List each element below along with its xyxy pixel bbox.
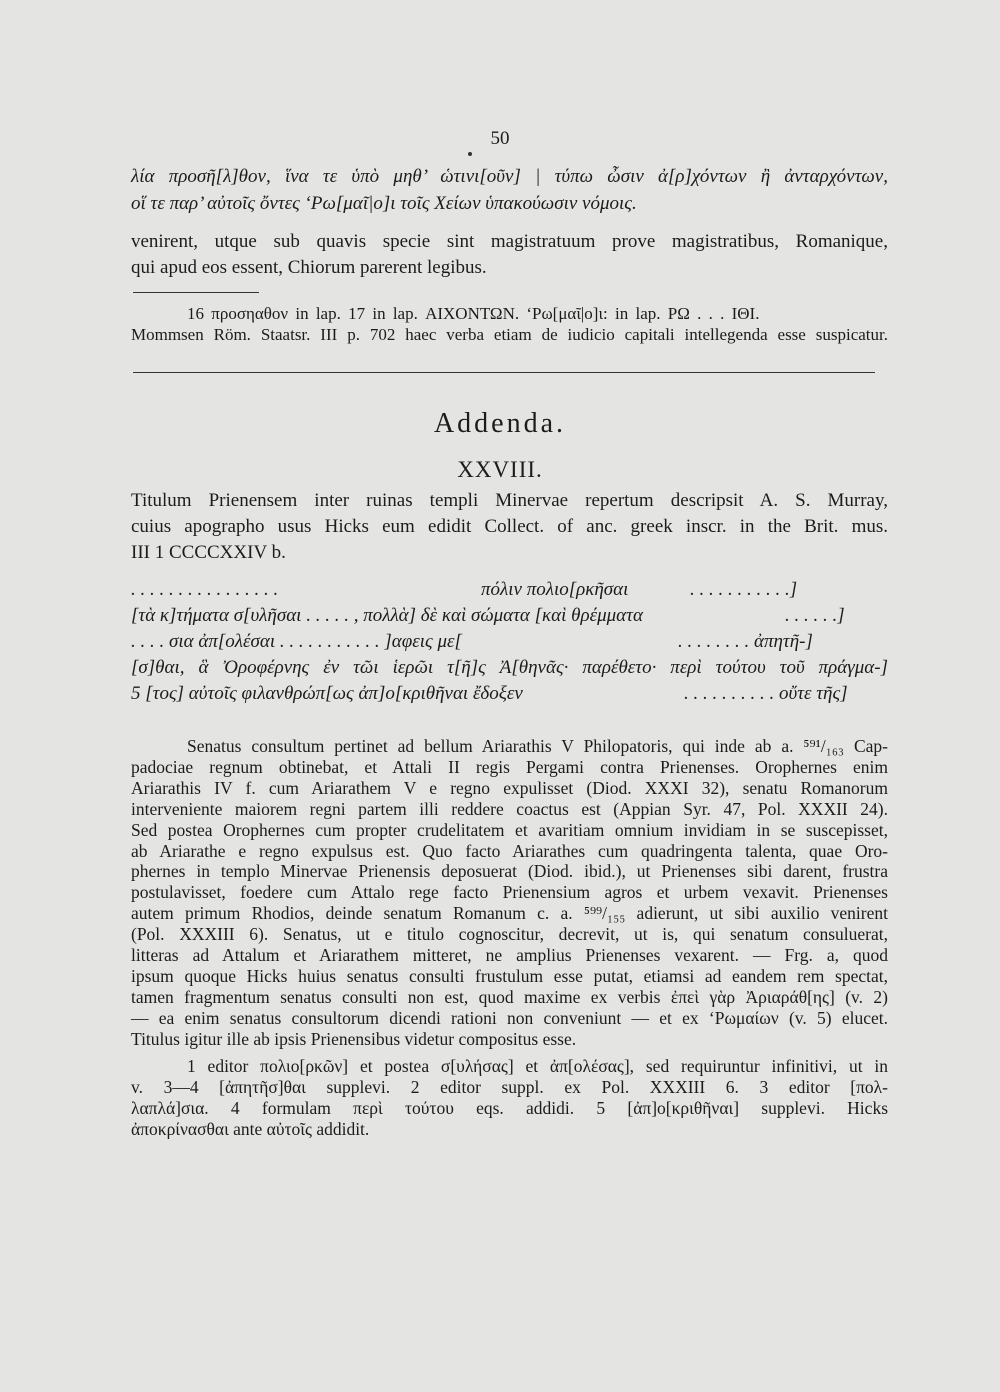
greek-top-line-2: οἵ τε παρ’ αὐτοῖς ὄντες ‘Ρω[μαῖ|ο]ι τοῖς Χείων ὑπακούωσιν νόμοις. xyxy=(131,193,637,214)
commentary-line-8: postulavisset, foedere cum Attalo rege facto Prienensium agros et urbem vexavit. Prienenses xyxy=(131,882,888,903)
commentary-line-1: Senatus consultum pertinet ad bellum Ariarathis V Philopatoris, qui inde ab a. ⁵⁹¹/₁₆₃ Cap- xyxy=(187,736,888,756)
commentary-line-2: padociae regnum obtinebat, et Attali II regis Pergami contra Prienenses. Orophernes enim xyxy=(131,756,888,777)
commentary-line-10: (Pol. XXXIII 6). Senatus, ut e titulo cognoscitur, decrevit, ut is, qui senatum consuluerat, xyxy=(131,924,888,945)
commentary-line-9: autem primum Rhodios, deinde senatum Romanum c. a. ⁵⁹⁹/₁₅₅ adierunt, ut sibi auxilio venirent xyxy=(131,903,888,924)
commentary-line-5: Sed postea Orophernes cum propter crudelitatem et avaritiam omnium invidiam in se suscepisset, xyxy=(131,819,888,840)
commentary-line-6: ab Ariarathe e regno expulsus est. Quo facto Ariarathes cum quadringenta talenta, quae Oro- xyxy=(131,840,888,861)
intro-line-2: cuius apographo usus Hicks eum edidit Collect. of anc. greek inscr. in the Brit. mus. xyxy=(131,516,888,537)
inscription-line-5-left: 5 [τος] αὐτοῖς φιλανθρώπ[ως ἀπ]ο[κριθῆναι ἔδοξεν xyxy=(131,683,523,704)
inscription-line-3-right: . . . . . . . . ἀπητῆ-] xyxy=(678,631,813,652)
footnote-line-2: v. 3—4 [ἀπητῆσ]θαι supplevi. 2 editor suppl. ex Pol. XXXIII 6. 3 editor [πολ- xyxy=(131,1077,888,1097)
inscription-line-4: [σ]θαι, ἃ Ὀροφέρνης ἐν τῶι ἱερῶι τ[ῆ]ς Ἀ[θηνᾶς· παρέθετο· περὶ τούτου τοῦ πράγμα-] xyxy=(131,657,888,678)
inscription-line-1-right: . . . . . . . . . . .] xyxy=(690,579,798,600)
inscription-line-2-left: [τὰ κ]τήματα σ[υλῆσαι . . . . . , πολλὰ] δὲ καὶ σώματα [καὶ θρέμματα xyxy=(131,605,643,626)
note-top-line-1: 16 προσηαθον in lap. 17 in lap. ΑΙΧΟΝΤΩΝ. ‘Ρω[μαῖ|ο]ι: in lap. ΡΩ . . . ΙΘΙ. xyxy=(187,304,760,323)
commentary-line-3: Ariarathis IV f. cum Ariarathem V e regno expulisset (Diod. XXXI 32), senatu Romanorum xyxy=(131,777,888,798)
commentary-line-4: interveniente maiorem regni partem illi reddere coactus est (Appian Syr. 47, Pol. XXXII 24). xyxy=(131,798,888,819)
commentary-line-14: — ea enim senatus consultorum dicendi rationi non conveniunt — et ex ‘Ρωμαίων (v. 5) elucet. xyxy=(131,1007,888,1028)
intro-line-3: III 1 CCCCXXIV b. xyxy=(131,542,286,563)
greek-top-line-1: λία προσῆ[λ]θον, ἵνα τε ὑπὸ μηθ’ ὡτινι[οῦν] | τύπω ὦσιν ἀ[ρ]χόντων ἢ ἀνταρχόντων, xyxy=(131,166,888,187)
inscription-line-5-right: . . . . . . . . . . οὔτε τῆς] xyxy=(684,683,848,704)
note-top-line-2: Mommsen Röm. Staatsr. III p. 702 haec verba etiam de iudicio capitali intellegenda esse suspicatur. xyxy=(131,325,888,344)
latin-top-line-2: qui apud eos essent, Chiorum parerent legibus. xyxy=(131,257,487,278)
commentary-line-7: phernes in templo Minervae Prienensis deposuerat (Diod. ibid.), ut Prienenses sibi darent, frustra xyxy=(131,861,888,882)
footnote-rule xyxy=(133,292,259,293)
page-number: 50 xyxy=(490,128,510,149)
intro-line-1: Titulum Prienensem inter ruinas templi Minervae repertum descripsit A. S. Murray, xyxy=(131,490,888,511)
inscription-line-3-left: . . . . σια ἀπ[ολέσαι . . . . . . . . . . . ]αφεις με[ xyxy=(131,631,462,652)
commentary-line-12: ipsum quoque Hicks huius senatus consulti frustulum esse putat, etiamsi ad eandem rem spectat, xyxy=(131,965,888,986)
section-divider xyxy=(133,372,875,373)
inscription-line-1-left: . . . . . . . . . . . . . . . . xyxy=(131,579,279,600)
section-heading: Addenda. xyxy=(433,408,567,439)
commentary-line-15: Titulus igitur ille ab ipsis Prienensibus videtur compositus esse. xyxy=(131,1028,577,1049)
commentary-line-13: tamen fragmentum senatus consulti non est, quod maxime ex verbis ἐπεὶ γὰρ Ἀριαράθ[ης] (v. 2) xyxy=(131,986,888,1007)
footnote-line-1: 1 editor πολιο[ρκῶν] et postea σ[υλήσας] et ἀπ[ολέσας], sed requiruntur infinitivi, ut in xyxy=(187,1056,888,1076)
inscription-line-1-mid: πόλιν πολιο[ρκῆσαι xyxy=(481,579,629,600)
footnote-line-3: λαπλά]σια. 4 formulam περὶ τούτου eqs. addidi. 5 [ἀπ]ο[κριθῆναι] supplevi. Hicks xyxy=(131,1098,888,1118)
stray-mark xyxy=(468,152,472,156)
footnote-line-4: ἀποκρίνασθαι ante αὐτοῖς addidit. xyxy=(131,1119,370,1139)
latin-top-line-1: venirent, utque sub quavis specie sint magistratuum prove magistratibus, Romanique, xyxy=(131,231,888,252)
inscription-line-2-right: . . . . . .] xyxy=(785,605,845,626)
commentary-line-11: litteras ad Attalum et Ariarathem mitteret, ne amplius Prienenses vexarent. — Frg. a, quod xyxy=(131,945,888,965)
section-subheading: XXVIII. xyxy=(457,457,543,482)
